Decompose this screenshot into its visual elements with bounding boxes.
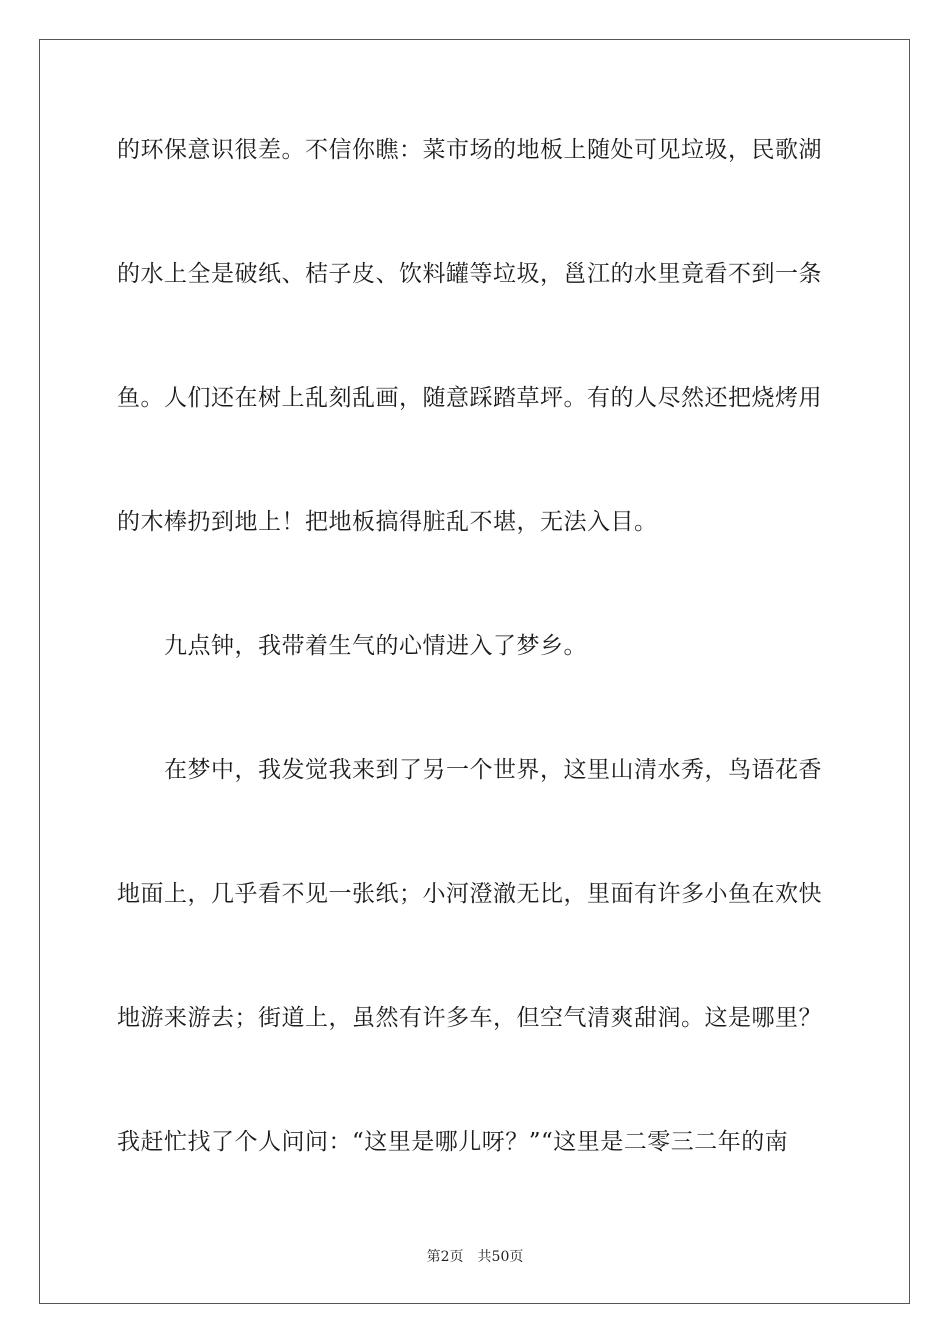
text-line: 地游来游去；街道上，虽然有许多车，但空气清爽甜润。这是哪里？ <box>117 1005 822 1031</box>
text-line: 的环保意识很差。不信你瞧：菜市场的地板上随处可见垃圾，民歌湖 <box>117 137 822 163</box>
text-line: 我赶忙找了个人问问：“这里是哪儿呀？”“这里是二零三二年的南 <box>117 1129 789 1155</box>
text-line: 鱼。人们还在树上乱刻乱画，随意踩踏草坪。有的人尽然还把烧烤用 <box>117 385 822 411</box>
paragraph-first-line: 九点钟，我带着生气的心情进入了梦乡。 <box>164 633 587 659</box>
page-total: 共50页 <box>477 1249 524 1265</box>
text-line: 地面上，几乎看不见一张纸；小河澄澈无比，里面有许多小鱼在欢快 <box>117 881 822 907</box>
page-border <box>39 39 910 1304</box>
page-number: 第2页 <box>426 1249 464 1265</box>
page-footer <box>0 1248 950 1266</box>
text-line: 的水上全是破纸、桔子皮、饮料罐等垃圾，邕江的水里竟看不到一条 <box>117 261 822 287</box>
text-line: 的木棒扔到地上！把地板搞得脏乱不堪，无法入目。 <box>117 509 658 535</box>
paragraph-first-line: 在梦中，我发觉我来到了另一个世界，这里山清水秀，鸟语花香 <box>164 757 822 783</box>
